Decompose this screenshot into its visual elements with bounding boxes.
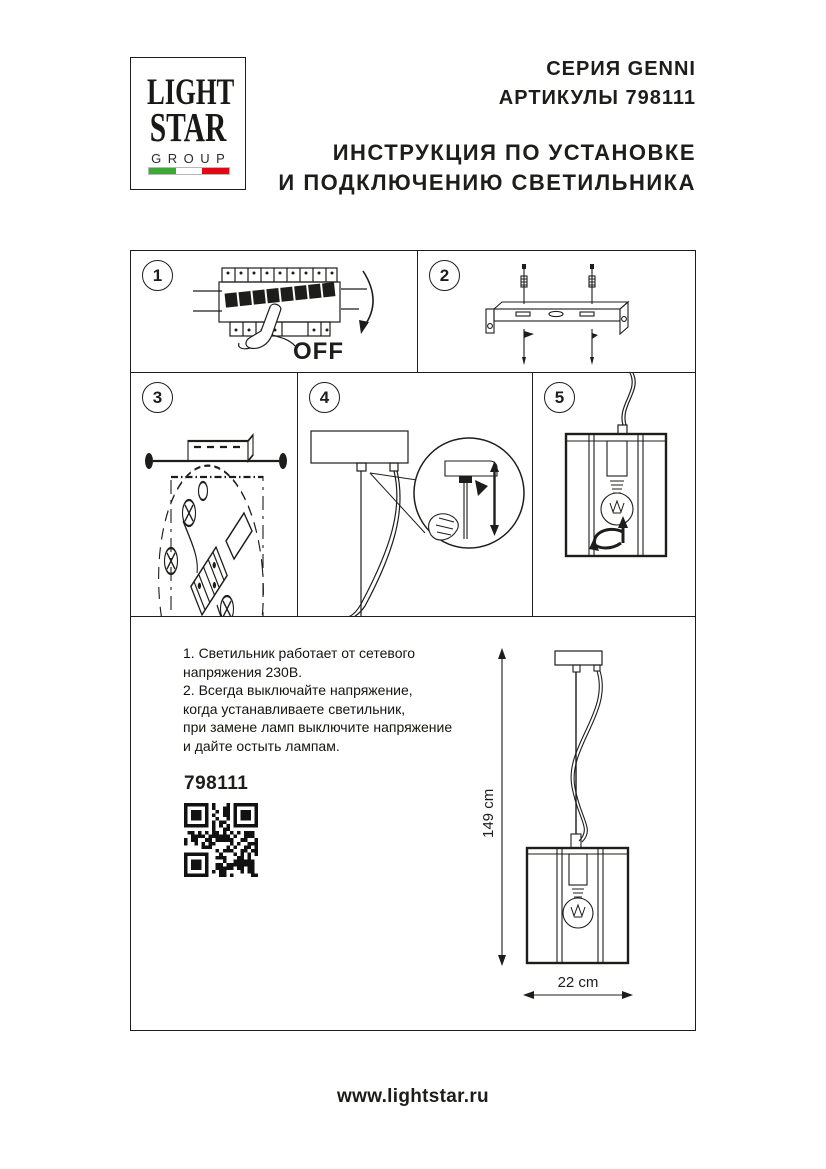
instruction-title-line2: И ПОДКЛЮЧЕНИЮ СВЕТИЛЬНИКА — [278, 170, 696, 195]
note-line: 2. Всегда выключайте напряжение, — [183, 682, 413, 699]
step-3-panel — [131, 373, 298, 617]
website-link: www.lightstar.ru — [337, 1086, 489, 1107]
note-line: когда устанавливаете светильник, — [183, 700, 406, 717]
pointing-hand-icon — [239, 304, 295, 349]
off-label: OFF — [293, 338, 344, 365]
logo-word-light: LIGHT — [146, 72, 235, 113]
step-2-panel — [418, 251, 695, 373]
series-title: СЕРИЯ GENNI — [546, 58, 696, 80]
note-line: при замене ламп выключите напряжение — [183, 719, 453, 736]
step-4-number: 4 — [319, 387, 330, 407]
lightstar-logo — [130, 57, 246, 190]
flag-red-stripe — [202, 168, 229, 174]
breaker-off-diagram — [131, 251, 418, 373]
step-5-panel — [533, 373, 695, 617]
step-2-badge — [429, 260, 460, 291]
step-4-panel — [298, 373, 533, 617]
article-number: 798111 — [184, 773, 249, 794]
rotate-down-arrow-icon — [359, 271, 373, 334]
qr-code-image — [184, 803, 258, 877]
logo-word-star: STAR — [149, 104, 227, 150]
step-3-badge — [142, 382, 173, 413]
rotate-bulb-arrow-icon — [589, 516, 628, 551]
mounting-bracket-diagram — [418, 251, 697, 373]
step-1-panel — [131, 251, 418, 373]
document-header — [278, 58, 696, 196]
logo-word-group: GROUP — [151, 151, 232, 166]
step-1-badge — [142, 260, 173, 291]
step-4-badge — [309, 382, 340, 413]
note-line: и дайте остыть лампам. — [183, 737, 340, 754]
flag-green-stripe — [149, 168, 176, 174]
article-title: АРТИКУЛЫ 798111 — [498, 87, 696, 109]
safety-notes — [183, 644, 483, 756]
step-2-number: 2 — [439, 265, 450, 285]
flag-white-stripe — [176, 168, 203, 174]
step-3-number: 3 — [152, 387, 163, 407]
pendant-dimensions-diagram — [468, 642, 688, 1007]
width-dimension-label: 22 cm — [557, 974, 599, 991]
note-line: 1. Светильник работает от сетевого — [183, 645, 416, 661]
step-5-badge — [544, 382, 575, 413]
height-dimension-label: 149 cm — [480, 788, 497, 838]
note-line: напряжения 230В. — [183, 663, 303, 680]
qr-code — [184, 803, 258, 877]
step-5-number: 5 — [554, 387, 565, 407]
instruction-title-line1: ИНСТРУКЦИЯ ПО УСТАНОВКЕ — [332, 140, 696, 165]
step-1-number: 1 — [152, 265, 163, 285]
italian-flag-icon — [148, 167, 230, 175]
